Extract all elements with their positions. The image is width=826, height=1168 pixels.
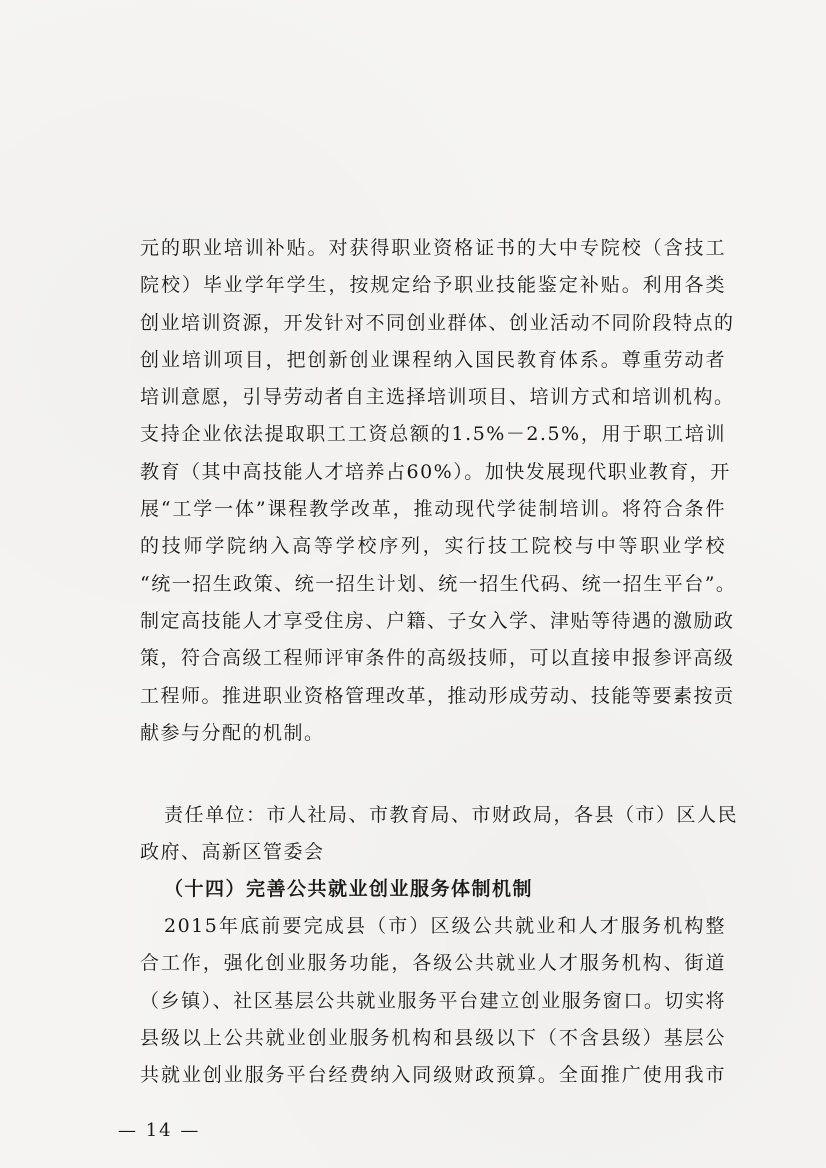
text-line: 元的职业培训补贴。对获得职业资格证书的大中专院校（含技工 (140, 237, 726, 259)
text-line: 县级以上公共就业创业服务机构和县级以下（不含县级）基层公 (140, 1026, 726, 1049)
text-line: 创业培训资源，开发针对不同创业群体、创业活动不同阶段特点的 (140, 311, 735, 334)
text-line: 策，符合高级工程师评审条件的高级技师，可以直接申报参评高级 (140, 647, 735, 670)
text-line: 培训意愿，引导劳动者自主选择培训项目、培训方式和培训机构。 (140, 386, 735, 409)
text-line: （乡镇）、社区基层公共就业服务平台建立创业服务窗口。切实将 (140, 989, 726, 1012)
responsibility-paragraph (140, 797, 739, 872)
responsibility-line: 政府、高新区管委会 (140, 841, 325, 864)
body-paragraph-1 (140, 230, 737, 752)
section-heading: （十四）完善公共就业创业服务体制机制 (164, 878, 534, 900)
text-line: “统一招生政策、统一招生计划、统一招生代码、统一招生平台”。 (140, 572, 737, 595)
text-line: 制定高技能人才享受住房、户籍、子女入学、津贴等待遇的激励政 (140, 609, 735, 632)
section-heading-block (140, 871, 726, 908)
text-line: 教育（其中高技能人才培养占60%）。加快发展现代职业教育，开 (140, 460, 731, 483)
text-line: 的技师学院纳入高等学校序列，实行技工院校与中等职业学校 (140, 535, 726, 558)
text-line: 合工作，强化创业服务功能，各级公共就业人才服务机构、街道 (140, 952, 726, 975)
text-line: 展“工学一体”课程教学改革，推动现代学徒制培训。将符合条件 (140, 498, 726, 521)
text-line: 工程师。推进职业资格管理改革，推动形成劳动、技能等要素按贡 (140, 684, 735, 707)
text-line: 献参与分配的机制。 (140, 721, 325, 744)
text-line: 2015年底前要完成县（市）区级公共就业和人才服务机构整 (164, 915, 726, 937)
text-line: 共就业创业服务平台经费纳入同级财政预算。全面推广使用我市 (140, 1064, 726, 1087)
text-line: 支持企业依法提取职工工资总额的1.5%－2.5%，用于职工培训 (140, 423, 726, 446)
responsibility-line: 责任单位：市人社局、市教育局、市财政局，各县（市）区人民 (164, 804, 739, 826)
page-number: — 14 — (118, 1120, 201, 1141)
body-paragraph-2 (140, 908, 726, 1094)
text-line: 创业培训项目，把创新创业课程纳入国民教育体系。尊重劳动者 (140, 348, 726, 371)
text-line: 院校）毕业学年学生，按规定给予职业技能鉴定补贴。利用各类 (140, 274, 726, 297)
